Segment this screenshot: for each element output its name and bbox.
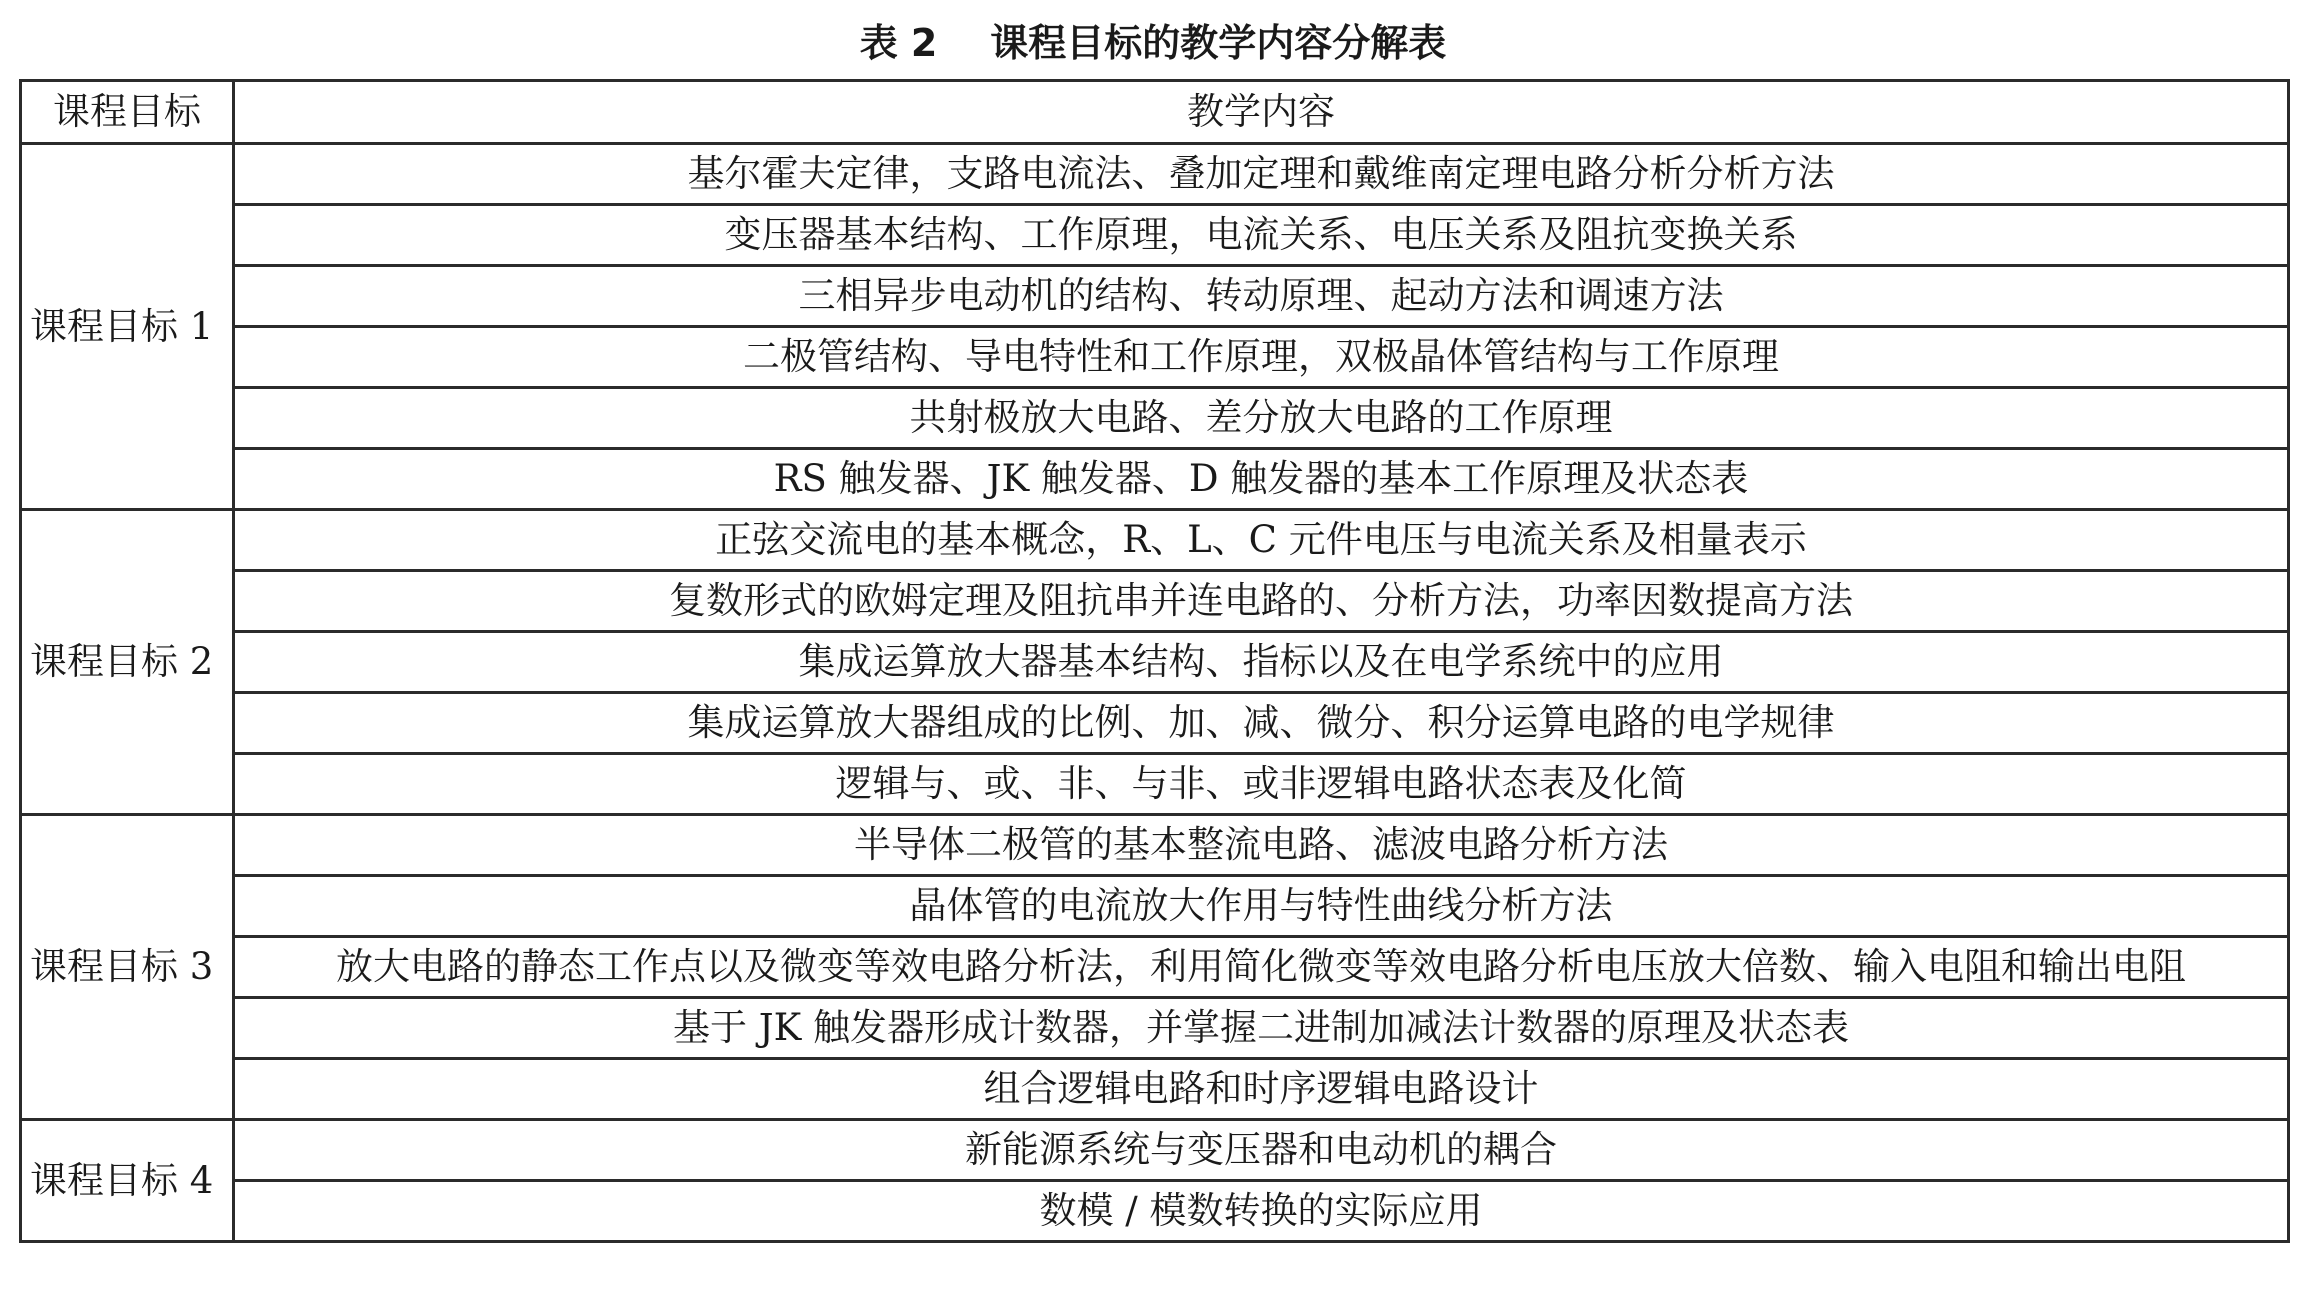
content-cell: 集成运算放大器基本结构、指标以及在电学系统中的应用 — [234, 632, 2289, 693]
objective-1-cell: 课程目标 1 — [21, 144, 234, 510]
content-cell: 复数形式的欧姆定理及阻抗串并连电路的、分析方法，功率因数提高方法 — [234, 571, 2289, 632]
table-row — [21, 510, 2289, 571]
content-cell: 共射极放大电路、差分放大电路的工作原理 — [234, 388, 2289, 449]
content-cell: 基尔霍夫定律，支路电流法、叠加定理和戴维南定理电路分析分析方法 — [234, 144, 2289, 205]
course-objective-table — [19, 79, 2290, 1243]
content-cell: 变压器基本结构、工作原理，电流关系、电压关系及阻抗变换关系 — [234, 205, 2289, 266]
content-cell: 基于 JK 触发器形成计数器，并掌握二进制加减法计数器的原理及状态表 — [234, 998, 2289, 1059]
table-row — [21, 876, 2289, 937]
content-cell: 逻辑与、或、非、与非、或非逻辑电路状态表及化简 — [234, 754, 2289, 815]
table-row — [21, 571, 2289, 632]
content-cell: 组合逻辑电路和时序逻辑电路设计 — [234, 1059, 2289, 1120]
table-row — [21, 205, 2289, 266]
table-row — [21, 327, 2289, 388]
table-row — [21, 693, 2289, 754]
header-course-objective: 课程目标 — [21, 81, 234, 144]
content-cell: 半导体二极管的基本整流电路、滤波电路分析方法 — [234, 815, 2289, 876]
table-row — [21, 144, 2289, 205]
table-row — [21, 754, 2289, 815]
content-cell: 三相异步电动机的结构、转动原理、起动方法和调速方法 — [234, 266, 2289, 327]
table-row — [21, 1120, 2289, 1181]
content-cell: 晶体管的电流放大作用与特性曲线分析方法 — [234, 876, 2289, 937]
table-row — [21, 632, 2289, 693]
content-cell: 集成运算放大器组成的比例、加、减、微分、积分运算电路的电学规律 — [234, 693, 2289, 754]
header-row — [21, 81, 2289, 144]
objective-2-cell: 课程目标 2 — [21, 510, 234, 815]
content-cell: 正弦交流电的基本概念，R、L、C 元件电压与电流关系及相量表示 — [234, 510, 2289, 571]
table-row — [21, 266, 2289, 327]
table-row — [21, 815, 2289, 876]
content-cell: RS 触发器、JK 触发器、D 触发器的基本工作原理及状态表 — [234, 449, 2289, 510]
content-cell: 数模 / 模数转换的实际应用 — [234, 1181, 2289, 1242]
table-row — [21, 998, 2289, 1059]
objective-3-cell: 课程目标 3 — [21, 815, 234, 1120]
content-cell: 新能源系统与变压器和电动机的耦合 — [234, 1120, 2289, 1181]
table-row — [21, 1059, 2289, 1120]
objective-4-cell: 课程目标 4 — [21, 1120, 234, 1242]
content-cell: 二极管结构、导电特性和工作原理，双极晶体管结构与工作原理 — [234, 327, 2289, 388]
table-body — [21, 144, 2289, 1242]
table-row — [21, 937, 2289, 998]
table-row — [21, 449, 2289, 510]
table-caption: 表 2 课程目标的教学内容分解表 — [859, 21, 1447, 65]
header-teaching-content: 教学内容 — [234, 81, 2289, 144]
content-cell: 放大电路的静态工作点以及微变等效电路分析法，利用简化微变等效电路分析电压放大倍数、输入电阻和输出电阻 — [234, 937, 2289, 998]
table-row — [21, 1181, 2289, 1242]
table-row — [21, 388, 2289, 449]
